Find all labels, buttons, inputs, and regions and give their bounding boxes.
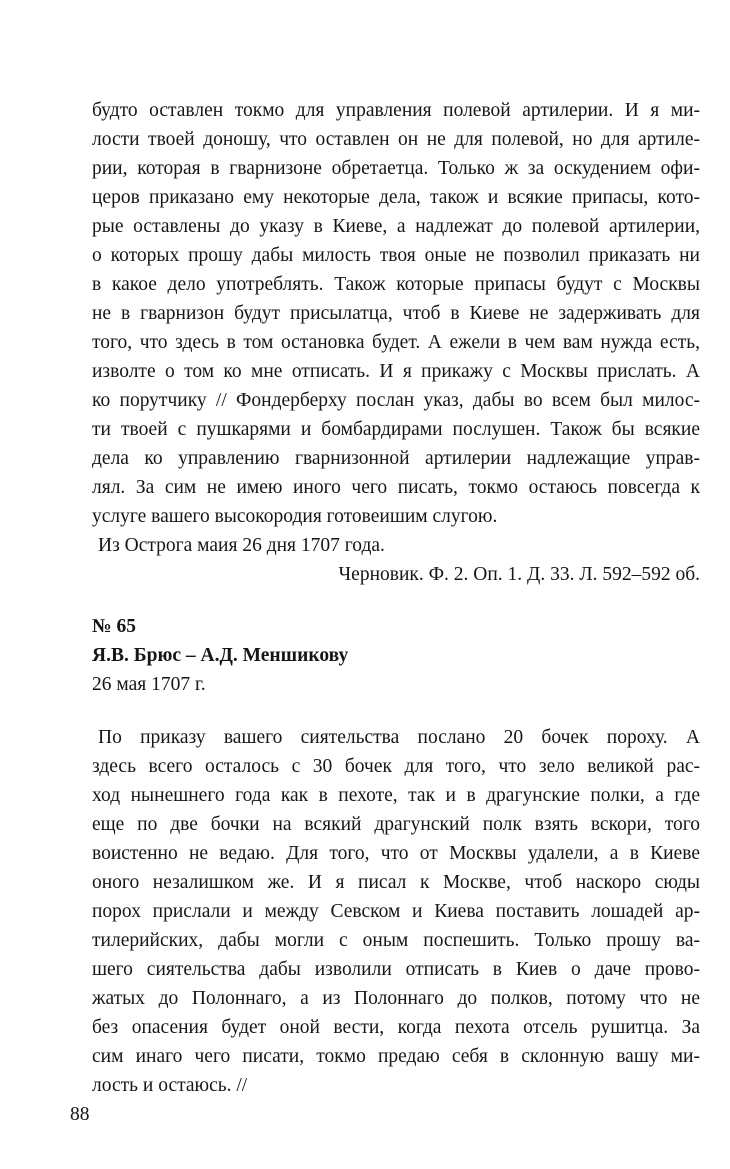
text-line: шего сиятельства дабы изволили отписать в Киев о даче прово- — [92, 959, 700, 980]
text-line: здесь всего осталось с 30 бочек для того, что зело великой рас- — [92, 756, 700, 777]
text-line: По приказу вашего сиятельства послано 20 бочек пороху. А — [98, 727, 700, 748]
text-line: лял. За сим не имею иного чего писать, токмо остаюсь повсегда к — [92, 477, 700, 498]
document-number: № 65 — [92, 616, 136, 637]
document-date: 26 мая 1707 г. — [92, 674, 206, 695]
text-line: сим инаго чего писати, токмо предаю себя в склонную вашу ми- — [92, 1046, 700, 1067]
document-title: Я.В. Брюс – А.Д. Меншикову — [92, 645, 349, 666]
text-line: рые оставлены до указу в Киеве, а надлежат до полевой артилерии, — [92, 216, 700, 237]
text-line: ход нынешнего года как в пехоте, так и в драгунские полки, а где — [92, 785, 700, 806]
text-line: оного незалишком же. И я писал к Москве, чтоб наскоро сюды — [92, 872, 700, 893]
text-line: услуге вашего высокородия готовеишим слугою. — [92, 506, 498, 527]
text-line: воистенно не ведаю. Для того, что от Москвы удалели, а в Киеве — [92, 843, 700, 864]
text-line: лость и остаюсь. // — [92, 1075, 248, 1096]
text-line: не в гварнизон будут присылатца, чтоб в Киеве не задерживать для — [92, 303, 700, 324]
text-line: ти твоей с пушкарями и бомбардирами послушен. Також бы всякие — [92, 419, 700, 440]
text-line: дела ко управлению гварнизонной артилерии надлежащие управ- — [92, 448, 700, 469]
text-line: еще по две бочки на всякий драгунский полк взять вскори, того — [92, 814, 700, 835]
page-number: 88 — [70, 1104, 90, 1125]
text-line: тилерийских, дабы могли с оным поспешить. Только прошу ва- — [92, 930, 700, 951]
text-line: ко порутчику // Фондерберху послан указ, дабы во всем был милос- — [92, 390, 700, 411]
text-line: лости твоей доношу, что оставлен он не для полевой, но для артиле- — [92, 129, 700, 150]
text-line: рии, которая в гварнизоне обретаетца. Только ж за оскудением офи- — [92, 158, 700, 179]
text-line: в какое дело употреблять. Також которые припасы будут с Москвы — [92, 274, 700, 295]
text-line: порох прислали и между Севском и Киева поставить лошадей ар- — [92, 901, 700, 922]
letter-closing: Из Острога маия 26 дня 1707 года. — [98, 535, 385, 556]
archival-source: Черновик. Ф. 2. Оп. 1. Д. 33. Л. 592–592 об. — [338, 564, 700, 585]
text-line: о которых прошу дабы милость твоя оные не позволил приказать ни — [92, 245, 700, 266]
text-line: того, что здесь в том остановка будет. А ежели в чем вам нужда есть, — [92, 332, 700, 353]
text-line: церов приказано ему некоторые дела, також и всякие припасы, кото- — [92, 187, 700, 208]
text-line: изволте о том ко мне отписать. И я прикажу с Москвы прислать. А — [92, 361, 700, 382]
text-line: жатых до Полоннаго, а из Полоннаго до полков, потому что не — [92, 988, 700, 1009]
text-line: без опасения будет оной вести, когда пехота отсель рушитца. За — [92, 1017, 700, 1038]
text-line: будто оставлен токмо для управления полевой артилерии. И я ми- — [92, 100, 700, 121]
